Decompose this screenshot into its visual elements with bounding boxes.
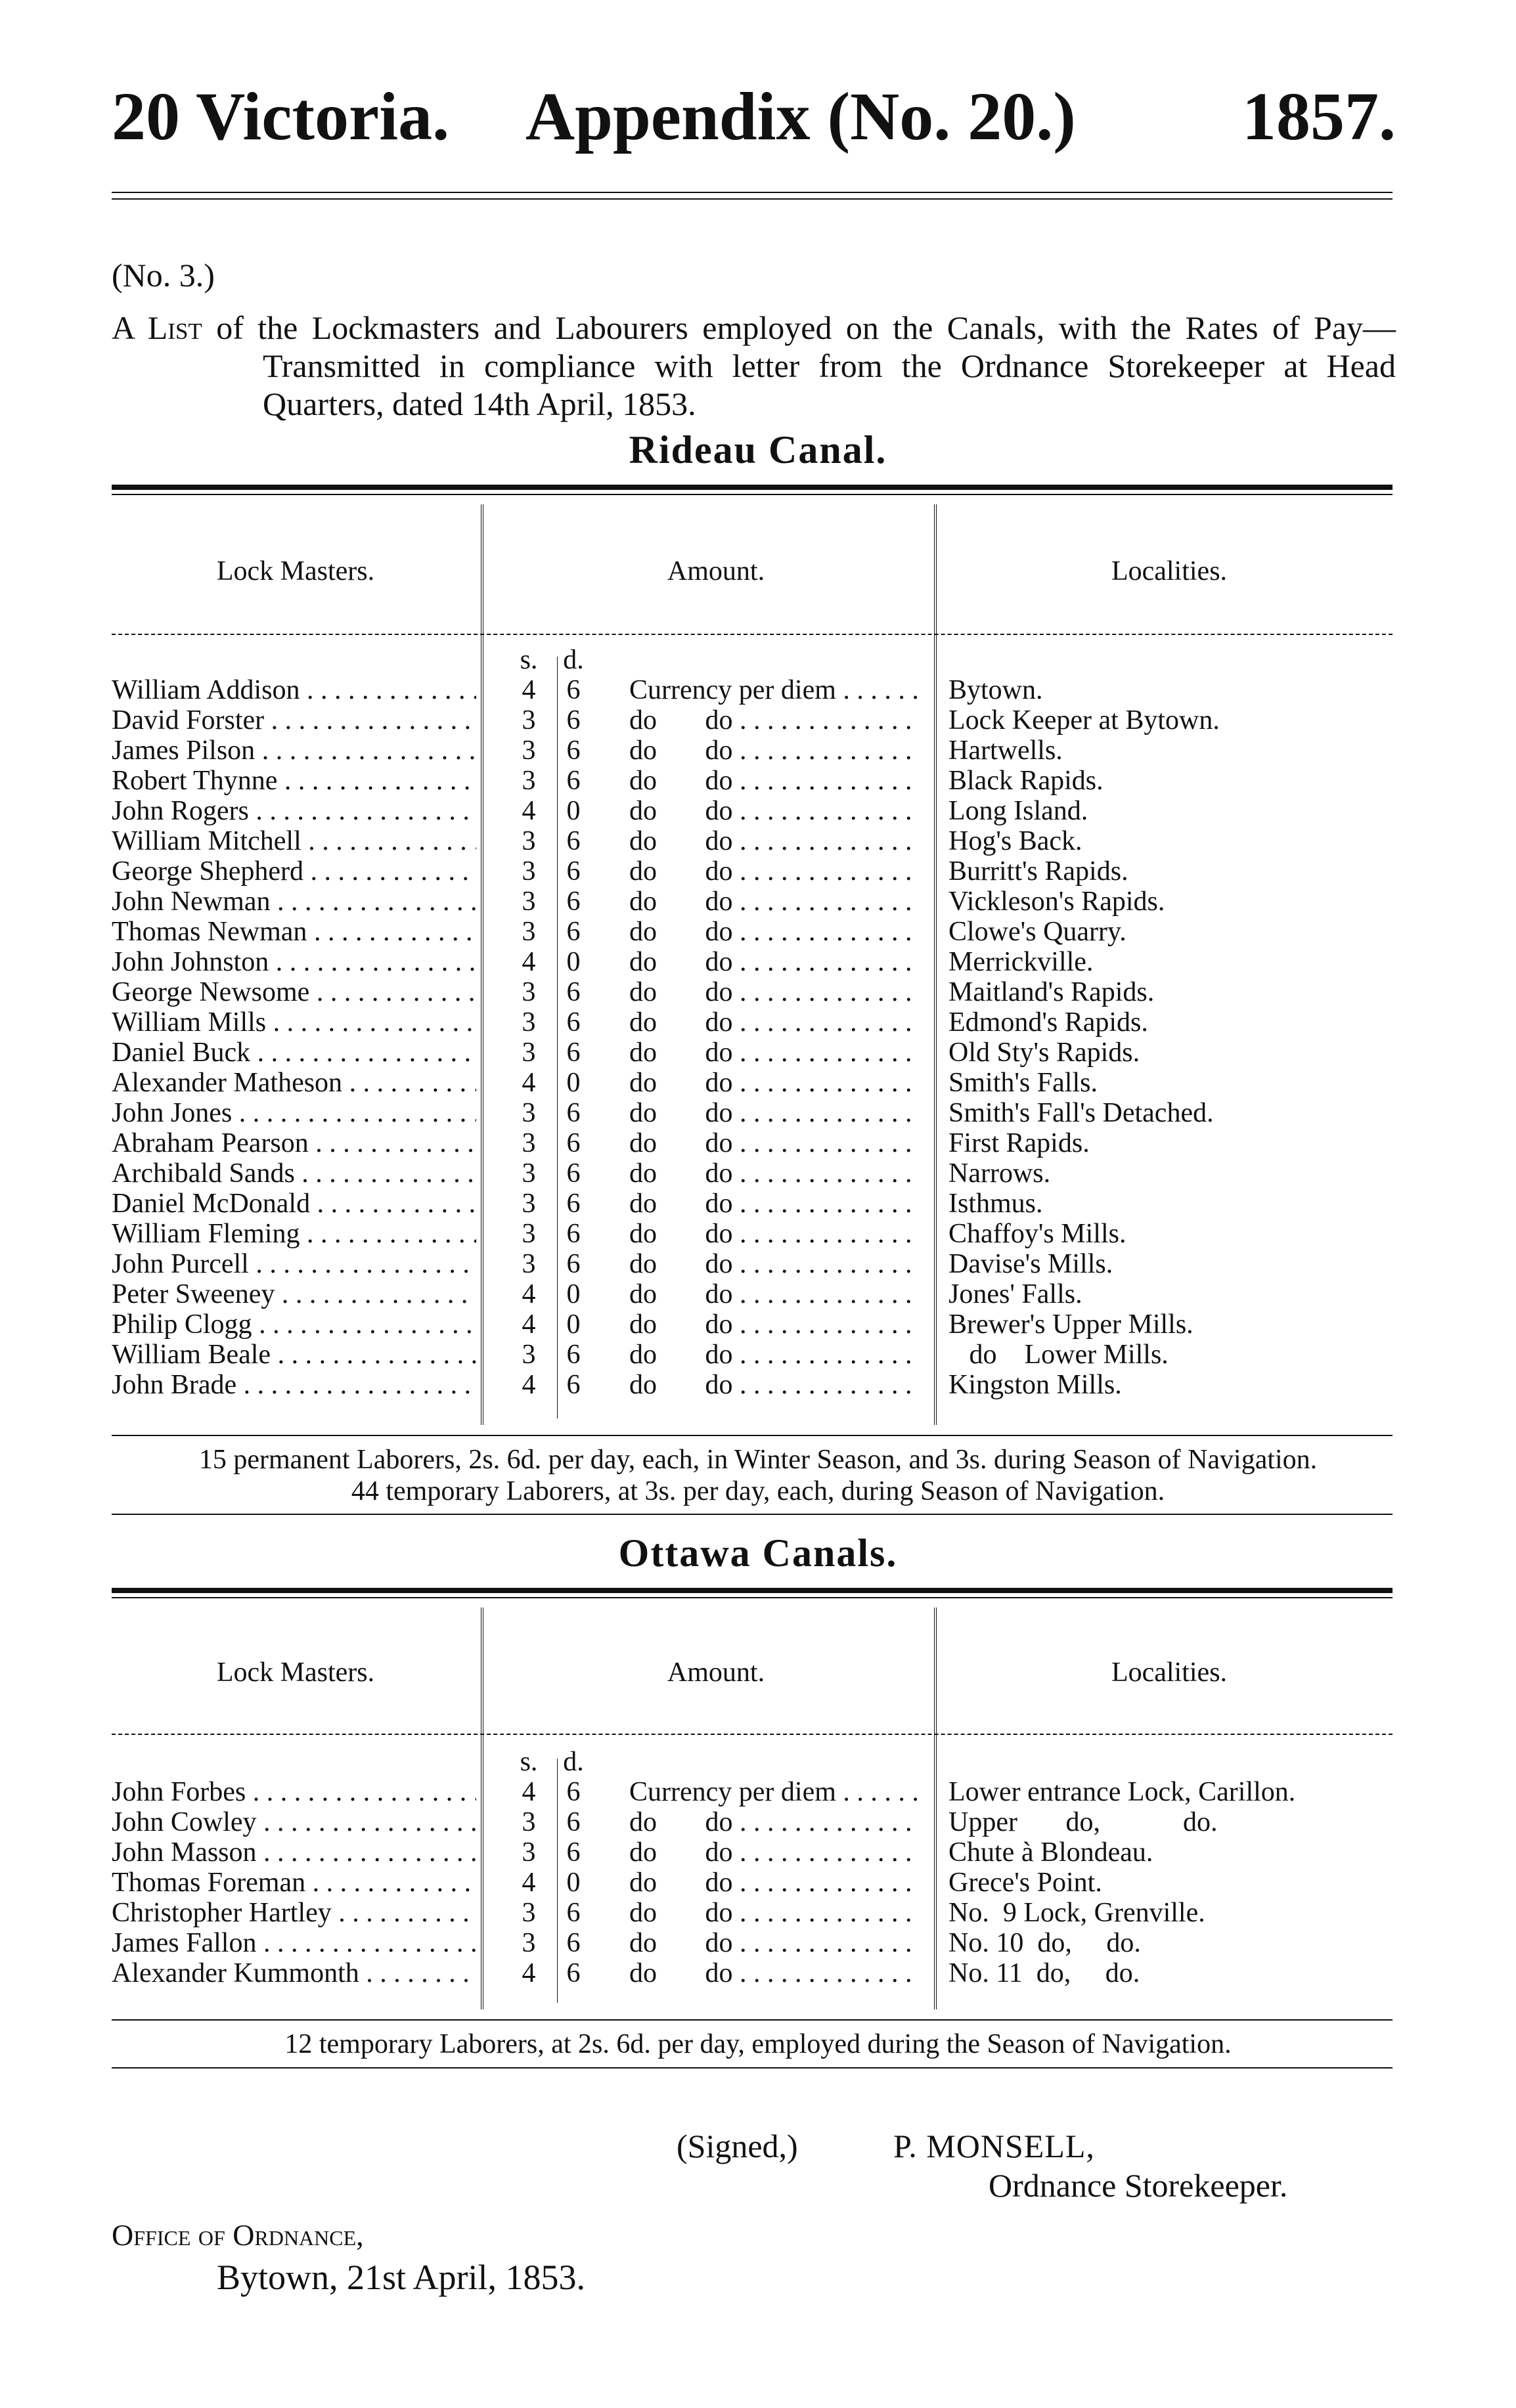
amount-shillings: 3 — [522, 705, 536, 735]
amount-shillings: 3 — [522, 1158, 536, 1189]
amount-shillings: 4 — [522, 675, 536, 705]
header-session: 20 Victoria. — [112, 79, 450, 154]
lockmaster-name: William Mills . . . — [112, 1007, 476, 1038]
signature-office: Office of Ordnance, — [112, 2218, 364, 2252]
rideau-note-temporary: 44 temporary Laborers, at 3s. per day, each, during Season of Navigation. — [351, 1476, 1165, 1506]
table-row — [0, 947, 1516, 977]
amount-pence: 6 — [566, 1837, 581, 1868]
ottawa-vline-1 — [481, 1608, 483, 2009]
locality: Lower entrance Lock, Carillon. — [948, 1777, 1296, 1807]
locality: First Rapids. — [948, 1128, 1090, 1158]
rideau-rule-heavy — [112, 485, 1393, 490]
locality: No. 9 Lock, Grenville. — [948, 1898, 1205, 1928]
ottawa-unit-pence: d. — [563, 1747, 584, 1777]
locality: Chute à Blondeau. — [948, 1837, 1153, 1868]
locality: Burritt's Rapids. — [948, 856, 1128, 887]
locality: Hog's Back. — [948, 826, 1082, 856]
rate-description: do do . . . — [629, 977, 920, 1007]
ottawa-units-row — [0, 1747, 1516, 1777]
amount-shillings: 3 — [522, 1928, 536, 1958]
rideau-unit-shillings: s. — [520, 645, 538, 675]
amount-shillings: 3 — [522, 1249, 536, 1279]
page-header — [0, 71, 1516, 163]
table-row — [0, 856, 1516, 887]
amount-shillings: 4 — [522, 947, 536, 977]
lockmaster-name: David Forster . . . — [112, 705, 476, 735]
rate-description: do do . . . — [629, 1189, 920, 1219]
rideau-rule-thin — [112, 494, 1393, 495]
rate-description: do do . . . — [629, 735, 920, 766]
amount-shillings: 3 — [522, 856, 536, 887]
amount-pence: 6 — [566, 675, 581, 705]
signature-signed: (Signed,) — [677, 2128, 798, 2164]
lockmaster-name: John Jones . . . — [112, 1098, 476, 1128]
table-row — [0, 675, 1516, 705]
amount-pence: 6 — [566, 1777, 581, 1807]
amount-shillings: 3 — [522, 1189, 536, 1219]
ottawa-col-amount: Amount. — [667, 1657, 765, 1688]
lockmaster-name: William Beale . . . — [112, 1340, 476, 1370]
rate-description: do do . . . — [629, 1038, 920, 1068]
lockmaster-name: William Addison . . . — [112, 675, 476, 705]
lockmaster-name: John Johnston . . . — [112, 947, 476, 977]
locality: No. 11 do, do. — [948, 1958, 1140, 1988]
lockmaster-name: James Fallon . . . — [112, 1928, 476, 1958]
amount-shillings: 3 — [522, 766, 536, 796]
amount-shillings: 3 — [522, 735, 536, 766]
lockmaster-name: Alexander Matheson . . . — [112, 1068, 476, 1098]
amount-pence: 6 — [566, 1958, 581, 1988]
locality: Merrickville. — [948, 947, 1094, 977]
table-row — [0, 705, 1516, 735]
amount-pence: 6 — [566, 1898, 581, 1928]
rate-description: do do . . . — [629, 1098, 920, 1128]
lockmaster-name: John Forbes . . . — [112, 1777, 476, 1807]
amount-shillings: 3 — [522, 1128, 536, 1158]
ottawa-rule-heavy — [112, 1588, 1393, 1593]
lockmaster-name: John Rogers . . . — [112, 796, 476, 826]
lockmaster-name: William Mitchell . . . — [112, 826, 476, 856]
rideau-col-amount: Amount. — [667, 556, 765, 586]
table-row — [0, 1370, 1516, 1400]
amount-pence: 6 — [566, 1370, 581, 1400]
amount-pence: 0 — [566, 796, 581, 826]
title-lead-a: A — [112, 309, 134, 346]
lockmaster-name: Daniel Buck . . . — [112, 1038, 476, 1068]
locality: Vickleson's Rapids. — [948, 887, 1165, 917]
title-lead-list: List — [147, 309, 202, 346]
locality: Upper do, do. — [948, 1807, 1218, 1837]
title-text: of the Lockmasters and Labourers employed on the Canals, with the Rates of Pay—Transmitted in compliance with letter from the Ordnance Storekeeper at Head Quarters, dated 14th April, 1853. — [216, 309, 1396, 422]
locality: Davise's Mills. — [948, 1249, 1113, 1279]
rate-description: do do . . . — [629, 1068, 920, 1098]
rate-description: do do . . . — [629, 1128, 920, 1158]
rideau-vline-1 — [481, 504, 483, 1425]
rate-description: do do . . . — [629, 1958, 920, 1988]
table-row — [0, 1038, 1516, 1068]
amount-shillings: 4 — [522, 1370, 536, 1400]
amount-shillings: 4 — [522, 1309, 536, 1340]
lockmaster-name: George Shepherd . . . — [112, 856, 476, 887]
amount-shillings: 4 — [522, 1777, 536, 1807]
ottawa-col-localities: Localities. — [1111, 1657, 1228, 1688]
ottawa-section-title: Ottawa Canals. — [618, 1531, 898, 1575]
rate-description: do do . . . — [629, 1158, 920, 1189]
locality: Edmond's Rapids. — [948, 1007, 1148, 1038]
lockmaster-name: John Cowley . . . — [112, 1807, 476, 1837]
amount-shillings: 4 — [522, 1068, 536, 1098]
document-description — [112, 309, 1396, 423]
lockmaster-name: William Fleming . . . — [112, 1219, 476, 1249]
table-row — [0, 1340, 1516, 1370]
amount-pence: 0 — [566, 1068, 581, 1098]
rideau-vline-sd — [557, 657, 558, 1418]
rideau-table-end-rule — [112, 1435, 1393, 1436]
rate-description: Currency per diem . . . — [629, 1777, 920, 1807]
rate-description: do do . . . — [629, 766, 920, 796]
ottawa-note-temporary: 12 temporary Laborers, at 2s. 6d. per day, employed during the Season of Navigation. — [284, 2029, 1232, 2059]
amount-pence: 6 — [566, 1249, 581, 1279]
rate-description: do do . . . — [629, 947, 920, 977]
rate-description: do do . . . — [629, 1807, 920, 1837]
rate-description: do do . . . — [629, 1309, 920, 1340]
lockmaster-name: Christopher Hartley . . . — [112, 1898, 476, 1928]
table-row — [0, 1158, 1516, 1189]
amount-shillings: 3 — [522, 1837, 536, 1868]
amount-pence: 6 — [566, 1007, 581, 1038]
amount-pence: 6 — [566, 1158, 581, 1189]
rate-description: do do . . . — [629, 1007, 920, 1038]
rate-description: do do . . . — [629, 826, 920, 856]
table-row — [0, 1837, 1516, 1868]
amount-pence: 6 — [566, 1928, 581, 1958]
signature-name: P. MONSELL, — [893, 2128, 1095, 2164]
table-row — [0, 1098, 1516, 1128]
amount-pence: 6 — [566, 735, 581, 766]
table-row — [0, 735, 1516, 766]
amount-pence: 6 — [566, 1340, 581, 1370]
lockmaster-name: Peter Sweeney . . . — [112, 1279, 476, 1309]
lockmaster-name: Robert Thynne . . . — [112, 766, 476, 796]
rate-description: do do . . . — [629, 1279, 920, 1309]
table-row — [0, 1279, 1516, 1309]
ottawa-col-lockmasters: Lock Masters. — [216, 1657, 375, 1688]
header-rule-bottom — [112, 198, 1393, 200]
table-row — [0, 1807, 1516, 1837]
locality: No. 10 do, do. — [948, 1928, 1141, 1958]
document-number: (No. 3.) — [112, 257, 215, 294]
ottawa-header-rule — [112, 1734, 1393, 1735]
rideau-vline-2 — [934, 504, 937, 1425]
amount-pence: 0 — [566, 947, 581, 977]
locality: Isthmus. — [948, 1189, 1043, 1219]
lockmaster-name: Daniel McDonald . . . — [112, 1189, 476, 1219]
rate-description: Currency per diem . . . — [629, 675, 920, 705]
locality: Brewer's Upper Mills. — [948, 1309, 1193, 1340]
amount-pence: 6 — [566, 887, 581, 917]
amount-shillings: 4 — [522, 1958, 536, 1988]
header-rule-top — [112, 192, 1393, 193]
amount-pence: 6 — [566, 856, 581, 887]
amount-shillings: 3 — [522, 887, 536, 917]
table-row — [0, 766, 1516, 796]
lockmaster-name: John Brade . . . — [112, 1370, 476, 1400]
rideau-note-rule — [112, 1514, 1393, 1515]
amount-shillings: 3 — [522, 977, 536, 1007]
table-row — [0, 1868, 1516, 1898]
amount-shillings: 3 — [522, 1340, 536, 1370]
rate-description: do do . . . — [629, 1898, 920, 1928]
locality: Chaffoy's Mills. — [948, 1219, 1126, 1249]
amount-shillings: 4 — [522, 1279, 536, 1309]
amount-shillings: 3 — [522, 1038, 536, 1068]
lockmaster-name: George Newsome . . . — [112, 977, 476, 1007]
lockmaster-name: Thomas Newman . . . — [112, 917, 476, 947]
locality: Bytown. — [948, 675, 1043, 705]
amount-pence: 6 — [566, 917, 581, 947]
rideau-col-localities: Localities. — [1111, 556, 1228, 586]
amount-shillings: 3 — [522, 1219, 536, 1249]
lockmaster-name: Archibald Sands . . . — [112, 1158, 476, 1189]
table-row — [0, 796, 1516, 826]
lockmaster-name: John Purcell . . . — [112, 1249, 476, 1279]
locality: Narrows. — [948, 1158, 1051, 1189]
rate-description: do do . . . — [629, 1868, 920, 1898]
locality: do Lower Mills. — [948, 1340, 1169, 1370]
rate-description: do do . . . — [629, 796, 920, 826]
rate-description: do do . . . — [629, 1219, 920, 1249]
table-row — [0, 1898, 1516, 1928]
amount-pence: 6 — [566, 1189, 581, 1219]
amount-pence: 0 — [566, 1868, 581, 1898]
table-row — [0, 826, 1516, 856]
rate-description: do do . . . — [629, 1837, 920, 1868]
locality: Black Rapids. — [948, 766, 1104, 796]
lockmaster-name: Alexander Kummonth . . . — [112, 1958, 476, 1988]
rate-description: do do . . . — [629, 917, 920, 947]
amount-pence: 6 — [566, 1219, 581, 1249]
rideau-note-permanent: 15 permanent Laborers, 2s. 6d. per day, each, in Winter Season, and 3s. during Season of Navigation. — [198, 1445, 1318, 1475]
table-row — [0, 1128, 1516, 1158]
table-row — [0, 1958, 1516, 1988]
lockmaster-name: Philip Clogg . . . — [112, 1309, 476, 1340]
locality: Maitland's Rapids. — [948, 977, 1155, 1007]
locality: Lock Keeper at Bytown. — [948, 705, 1220, 735]
amount-pence: 6 — [566, 1038, 581, 1068]
table-row — [0, 977, 1516, 1007]
locality: Grece's Point. — [948, 1868, 1102, 1898]
amount-pence: 6 — [566, 705, 581, 735]
locality: Hartwells. — [948, 735, 1063, 766]
lockmaster-name: James Pilson . . . — [112, 735, 476, 766]
table-row — [0, 1928, 1516, 1958]
amount-shillings: 3 — [522, 1098, 536, 1128]
amount-shillings: 4 — [522, 1868, 536, 1898]
rate-description: do do . . . — [629, 705, 920, 735]
amount-shillings: 3 — [522, 1007, 536, 1038]
amount-shillings: 3 — [522, 826, 536, 856]
rate-description: do do . . . — [629, 856, 920, 887]
amount-pence: 6 — [566, 1807, 581, 1837]
rate-description: do do . . . — [629, 1249, 920, 1279]
ottawa-vline-sd — [557, 1759, 558, 2003]
rideau-col-lockmasters: Lock Masters. — [216, 556, 375, 586]
header-year: 1857. — [1242, 79, 1396, 154]
table-row — [0, 1249, 1516, 1279]
rideau-section-title: Rideau Canal. — [629, 428, 887, 471]
signature-place-date: Bytown, 21st April, 1853. — [217, 2258, 586, 2297]
header-appendix: Appendix (No. 20.) — [525, 79, 1076, 154]
document-title — [112, 256, 1396, 423]
rate-description: do do . . . — [629, 1370, 920, 1400]
lockmaster-name: John Newman . . . — [112, 887, 476, 917]
ottawa-note-rule — [112, 2067, 1393, 2069]
amount-shillings: 3 — [522, 1807, 536, 1837]
table-row — [0, 1777, 1516, 1807]
table-row — [0, 1189, 1516, 1219]
table-row — [0, 1007, 1516, 1038]
rate-description: do do . . . — [629, 1340, 920, 1370]
ottawa-rule-thin — [112, 1597, 1393, 1598]
amount-pence: 0 — [566, 1309, 581, 1340]
locality: Long Island. — [948, 796, 1088, 826]
signature-role: Ordnance Storekeeper. — [989, 2167, 1288, 2204]
amount-pence: 6 — [566, 977, 581, 1007]
locality: Kingston Mills. — [948, 1370, 1122, 1400]
amount-pence: 6 — [566, 1128, 581, 1158]
table-row — [0, 1068, 1516, 1098]
table-row — [0, 917, 1516, 947]
table-row — [0, 1219, 1516, 1249]
rideau-units-row — [0, 645, 1516, 675]
amount-pence: 6 — [566, 766, 581, 796]
rideau-unit-pence: d. — [563, 645, 584, 675]
rideau-header-rule — [112, 634, 1393, 635]
rate-description: do do . . . — [629, 1928, 920, 1958]
amount-pence: 0 — [566, 1279, 581, 1309]
ottawa-table-end-rule — [112, 2019, 1393, 2021]
locality: Smith's Falls. — [948, 1068, 1098, 1098]
amount-shillings: 4 — [522, 796, 536, 826]
rate-description: do do . . . — [629, 887, 920, 917]
ottawa-vline-2 — [934, 1608, 937, 2009]
amount-pence: 6 — [566, 1098, 581, 1128]
amount-shillings: 3 — [522, 1898, 536, 1928]
amount-shillings: 3 — [522, 917, 536, 947]
locality: Smith's Fall's Detached. — [948, 1098, 1214, 1128]
table-row — [0, 1309, 1516, 1340]
locality: Old Sty's Rapids. — [948, 1038, 1140, 1068]
table-row — [0, 887, 1516, 917]
locality: Clowe's Quarry. — [948, 917, 1126, 947]
locality: Jones' Falls. — [948, 1279, 1082, 1309]
lockmaster-name: Abraham Pearson . . . — [112, 1128, 476, 1158]
amount-pence: 6 — [566, 826, 581, 856]
ottawa-unit-shillings: s. — [520, 1747, 538, 1777]
lockmaster-name: John Masson . . . — [112, 1837, 476, 1868]
lockmaster-name: Thomas Foreman . . . — [112, 1868, 476, 1898]
